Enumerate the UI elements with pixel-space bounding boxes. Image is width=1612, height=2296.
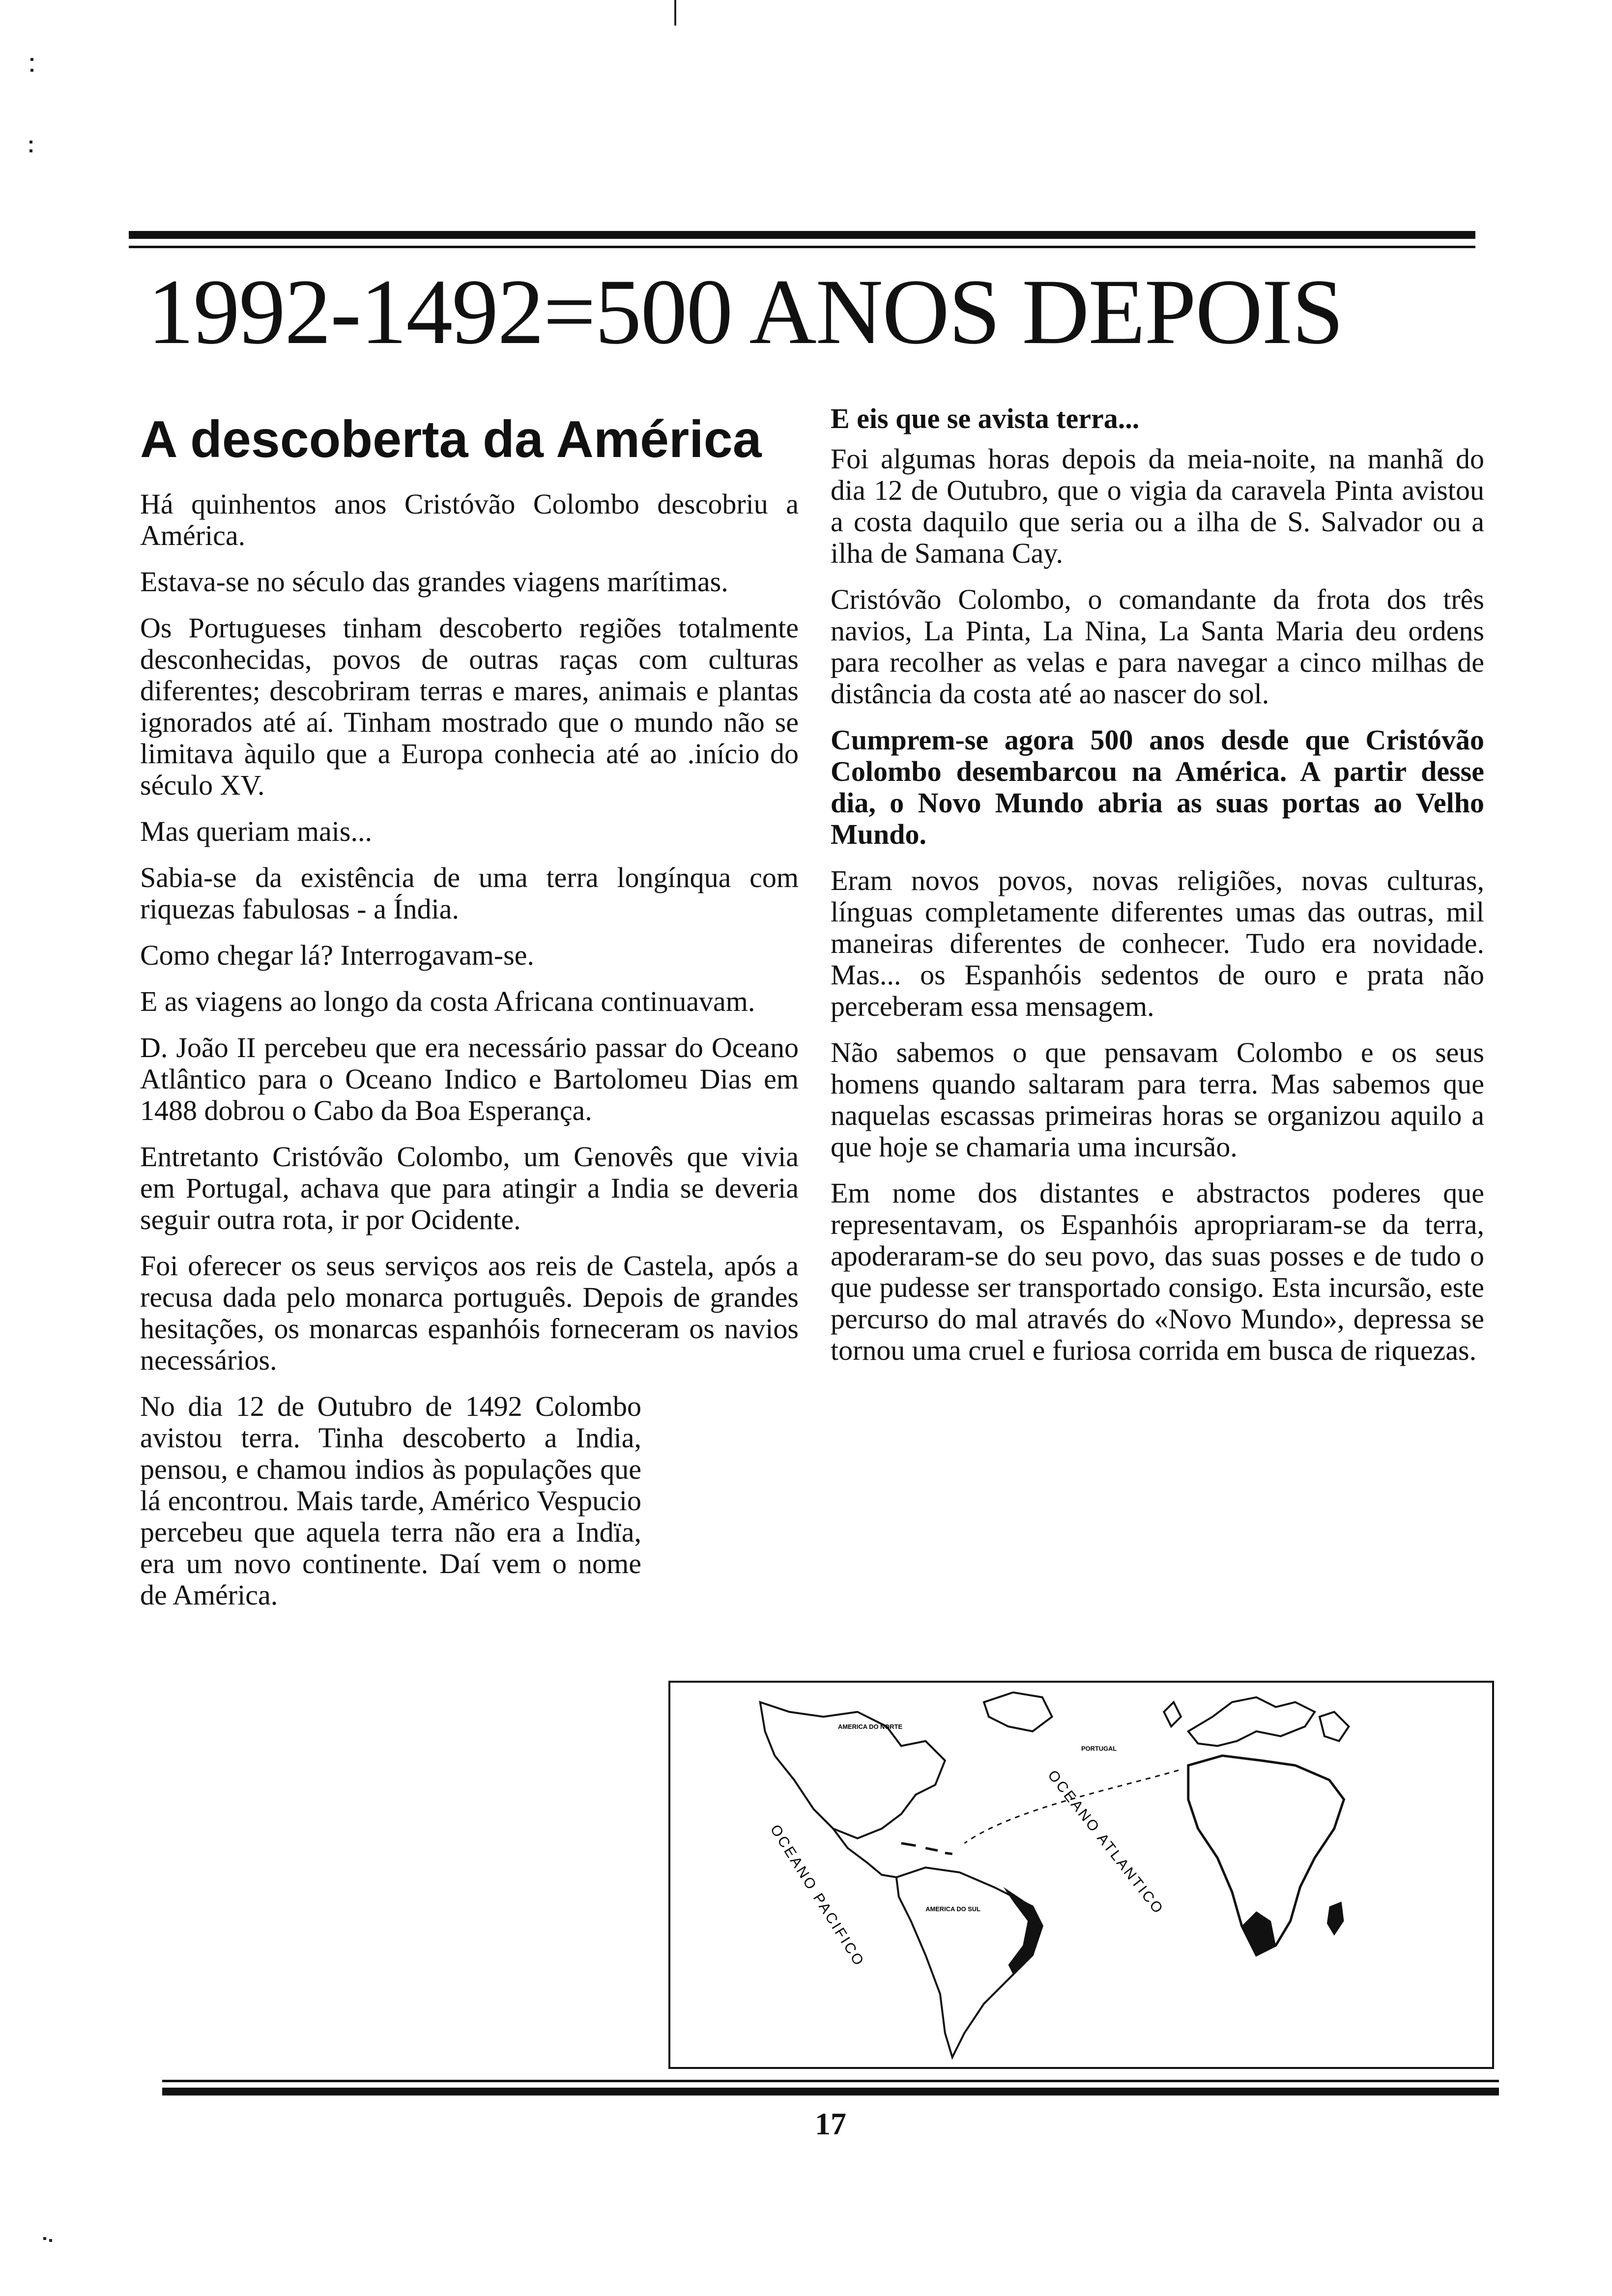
scan-speck xyxy=(43,2237,46,2240)
paragraph: Entretanto Cristóvão Colombo, um Genovês que vivia em Portugal, achava que para atingir a India se deveria seguir outra rota, ir por Ocidente. xyxy=(140,1141,799,1235)
section-subheading: E eis que se avista terra... xyxy=(831,402,1140,434)
paragraph: Não sabemos o que pensavam Colombo e os seus homens quando saltaram para terra. Mas sabemos que naquelas escassas primeiras horas se organizou aquilo a que hoje se chamaria uma incursão. xyxy=(831,1036,1484,1163)
paragraph: Cumprem-se agora 500 anos desde que Cristóvão Colombo desembarcou na América. A partir desse dia, o Novo Mundo abria as suas portas ao Velho Mundo. xyxy=(831,724,1484,850)
map-label-south-america: AMERICA DO SUL xyxy=(925,1905,980,1913)
europe-shape xyxy=(1188,1697,1315,1746)
scan-speck xyxy=(29,149,32,152)
page-number: 17 xyxy=(815,2106,846,2141)
paragraph: D. João II percebeu que era necessário passar do Oceano Atlântico para o Oceano Indico e Bartolomeu Dias em 1488 dobrou o Cabo da Boa Esperança. xyxy=(140,1032,799,1126)
section-heading: A descoberta da América xyxy=(140,410,762,468)
middle-east-shape xyxy=(1320,1712,1349,1741)
bottom-rule-thin xyxy=(162,2080,1499,2082)
paragraph: Há quinhentos anos Cristóvão Colombo descobriu a América. xyxy=(140,488,799,551)
map-label-pacific: OCEANO PACIFICO xyxy=(767,1822,868,1970)
scan-speck xyxy=(30,58,33,61)
british-isles-shape xyxy=(1164,1702,1181,1726)
paragraph: Cristóvão Colombo, o comandante da frota dos três navios, La Pinta, La Nina, La Santa Maria deu ordens para recolher as velas e para navegar a cinco milhas de distância da costa até ao nascer do sol. xyxy=(831,583,1484,710)
scan-speck xyxy=(29,141,32,144)
paragraph: Os Portugueses tinham descoberto regiões totalmente desconhecidas, povos de outras raças com culturas diferentes; descobriram terras e mares, animais e plantas ignorados até aí. Tinham mostrado que o mundo não se limitava àquilo que a Europa conhecia até ao .início do século XV. xyxy=(140,612,799,801)
atlantic-map-figure xyxy=(668,1681,1494,2069)
left-column xyxy=(140,408,799,1626)
page-title: 1992-1492=500 ANOS DEPOIS xyxy=(147,260,1343,364)
greenland-shape xyxy=(984,1693,1052,1731)
paragraph: Mas queriam mais... xyxy=(140,815,372,847)
paragraph: Em nome dos distantes e abstractos poderes que representavam, os Espanhóis apropriaram-se da terra, apoderaram-se do seu povo, das suas posses e de tudo o que pudesse ser transportado consigo. Esta incursão, este percurso do mal através do «Novo Mundo», depressa se tornou uma cruel e furiosa corrida em busca de riquezas. xyxy=(831,1177,1484,1366)
scan-speck xyxy=(49,2239,52,2242)
map-label-atlantic: OCEANO ATLANTICO xyxy=(1044,1767,1167,1918)
world-map-drawing xyxy=(670,1683,1492,2067)
brazil-coast-shaded xyxy=(1004,1887,1042,1975)
paragraph: Como chegar lá? Interrogavam-se. xyxy=(140,939,534,971)
paragraph: Eram novos povos, novas religiões, novas culturas, línguas completamente diferentes umas das outras, mil maneiras diferentes de conhecer. Tudo era novidade. Mas... os Espanhóis sedentos de ouro e prata não perceberam essa mensagem. xyxy=(831,864,1484,1022)
paragraph: E as viagens ao longo da costa Africana continuavam. xyxy=(140,985,755,1017)
right-column xyxy=(831,403,1484,1381)
madagascar-shape xyxy=(1327,1901,1344,1935)
scan-speck xyxy=(674,0,676,26)
top-rule-thick xyxy=(129,231,1475,239)
caribbean-islands xyxy=(901,1843,952,1854)
paragraph: Sabia-se da existência de uma terra longínqua com riquezas fabulosas - a Índia. xyxy=(140,861,799,925)
map-label-portugal: PORTUGAL xyxy=(1081,1745,1117,1752)
paragraph: Estava-se no século das grandes viagens marítimas. xyxy=(140,566,728,598)
paragraph: Foi algumas horas depois da meia-noite, na manhã do dia 12 de Outubro, que o vigia da caravela Pinta avistou a costa daquilo que seria ou a ilha de S. Salvador ou a ilha de Samana Cay. xyxy=(831,443,1484,569)
bottom-rule-thick xyxy=(162,2088,1499,2095)
scan-speck xyxy=(30,69,33,72)
map-label-north-america: AMERICA DO NORTE xyxy=(838,1723,903,1731)
top-rule-thin xyxy=(129,246,1475,248)
paragraph: No dia 12 de Outubro de 1492 Colombo avistou terra. Tinha descoberto a India, pensou, e chamou indios às populações que lá encontrou. Mais tarde, Américo Vespucio percebeu que aquela terra não era a Indïa, era um novo continente. Daí vem o nome de América. xyxy=(140,1390,641,1611)
paragraph: Foi oferecer os seus serviços aos reis de Castela, após a recusa dada pelo monarca português. Depois de grandes hesitações, os monarcas espanhóis forneceram os navios necessários. xyxy=(140,1250,799,1376)
